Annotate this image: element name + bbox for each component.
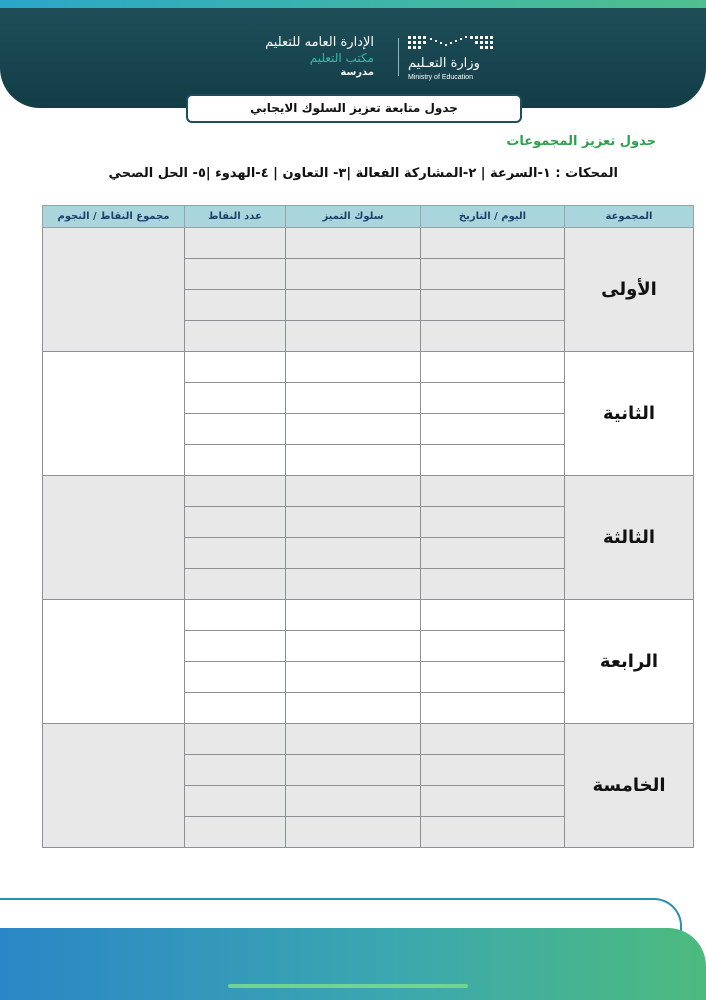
admin-line-1: الإدارة العامه للتعليم	[265, 35, 374, 50]
date-cell[interactable]	[421, 569, 565, 600]
header-behavior: سلوك التميز	[286, 206, 421, 228]
total-cell[interactable]	[43, 476, 185, 600]
total-cell[interactable]	[43, 724, 185, 848]
criteria-line: المحكات : ١-السرعة | ٢-المشاركة الفعالة |٣- التعاون | ٤-الهدوء |٥- الحل الصحي	[108, 166, 618, 181]
date-cell[interactable]	[421, 538, 565, 569]
date-cell[interactable]	[421, 476, 565, 507]
behavior-cell[interactable]	[286, 445, 421, 476]
points-cell[interactable]	[185, 755, 286, 786]
ministry-logo-dots-icon	[408, 34, 498, 54]
behavior-cell[interactable]	[286, 476, 421, 507]
behavior-cell[interactable]	[286, 600, 421, 631]
points-cell[interactable]	[185, 693, 286, 724]
points-cell[interactable]	[185, 600, 286, 631]
header-points: عدد النقاط	[185, 206, 286, 228]
points-cell[interactable]	[185, 538, 286, 569]
points-cell[interactable]	[185, 662, 286, 693]
behavior-cell[interactable]	[286, 724, 421, 755]
behavior-cell[interactable]	[286, 383, 421, 414]
date-cell[interactable]	[421, 290, 565, 321]
date-cell[interactable]	[421, 600, 565, 631]
groups-table	[42, 205, 694, 848]
page-header	[0, 0, 706, 115]
date-cell[interactable]	[421, 507, 565, 538]
behavior-cell[interactable]	[286, 693, 421, 724]
footer-background	[0, 928, 706, 1000]
points-cell[interactable]	[185, 228, 286, 259]
behavior-cell[interactable]	[286, 414, 421, 445]
table-row	[43, 600, 694, 631]
date-cell[interactable]	[421, 662, 565, 693]
date-cell[interactable]	[421, 383, 565, 414]
date-cell[interactable]	[421, 631, 565, 662]
behavior-cell[interactable]	[286, 507, 421, 538]
table-row	[43, 228, 694, 259]
behavior-cell[interactable]	[286, 786, 421, 817]
points-cell[interactable]	[185, 290, 286, 321]
total-cell[interactable]	[43, 352, 185, 476]
points-cell[interactable]	[185, 631, 286, 662]
date-cell[interactable]	[421, 259, 565, 290]
header-divider	[398, 38, 399, 76]
behavior-cell[interactable]	[286, 228, 421, 259]
section-title: جدول تعزيز المجموعات	[506, 134, 656, 149]
points-cell[interactable]	[185, 786, 286, 817]
administration-block	[265, 34, 374, 79]
date-cell[interactable]	[421, 321, 565, 352]
table-row	[43, 352, 694, 383]
form-title: جدول متابعة تعزيز السلوك الايجابي	[186, 94, 522, 123]
points-cell[interactable]	[185, 476, 286, 507]
points-cell[interactable]	[185, 414, 286, 445]
footer-highlight-bar	[228, 984, 468, 988]
total-cell[interactable]	[43, 600, 185, 724]
date-cell[interactable]	[421, 228, 565, 259]
table-header-row	[43, 206, 694, 228]
group-name-5: الخامسة	[565, 724, 694, 848]
group-name-1: الأولى	[565, 228, 694, 352]
points-cell[interactable]	[185, 507, 286, 538]
header-top-strip	[0, 0, 706, 8]
behavior-cell[interactable]	[286, 755, 421, 786]
header-group: المجموعة	[565, 206, 694, 228]
points-cell[interactable]	[185, 445, 286, 476]
behavior-cell[interactable]	[286, 631, 421, 662]
points-cell[interactable]	[185, 569, 286, 600]
ministry-name-arabic: وزارة التعـليم	[408, 56, 480, 71]
date-cell[interactable]	[421, 693, 565, 724]
table-row	[43, 476, 694, 507]
date-cell[interactable]	[421, 724, 565, 755]
total-cell[interactable]	[43, 228, 185, 352]
group-name-3: الثالثة	[565, 476, 694, 600]
date-cell[interactable]	[421, 755, 565, 786]
group-name-2: الثانية	[565, 352, 694, 476]
date-cell[interactable]	[421, 352, 565, 383]
points-cell[interactable]	[185, 321, 286, 352]
table-row	[43, 724, 694, 755]
points-cell[interactable]	[185, 352, 286, 383]
ministry-logo	[408, 34, 508, 80]
date-cell[interactable]	[421, 414, 565, 445]
date-cell[interactable]	[421, 445, 565, 476]
admin-line-2: مكتب التعليم	[309, 51, 374, 65]
date-cell[interactable]	[421, 817, 565, 848]
header-total: مجموع النقاط / النجوم	[43, 206, 185, 228]
date-cell[interactable]	[421, 786, 565, 817]
header-date: اليوم / التاريخ	[421, 206, 565, 228]
behavior-cell[interactable]	[286, 321, 421, 352]
behavior-cell[interactable]	[286, 569, 421, 600]
behavior-cell[interactable]	[286, 662, 421, 693]
behavior-cell[interactable]	[286, 817, 421, 848]
behavior-cell[interactable]	[286, 538, 421, 569]
group-name-4: الرابعة	[565, 600, 694, 724]
behavior-cell[interactable]	[286, 352, 421, 383]
points-cell[interactable]	[185, 724, 286, 755]
behavior-cell[interactable]	[286, 259, 421, 290]
points-cell[interactable]	[185, 259, 286, 290]
behavior-cell[interactable]	[286, 290, 421, 321]
ministry-name-english: Ministry of Education	[408, 74, 473, 81]
admin-line-3: مدرسة	[340, 67, 374, 78]
points-cell[interactable]	[185, 383, 286, 414]
page-footer	[0, 898, 706, 1000]
points-cell[interactable]	[185, 817, 286, 848]
